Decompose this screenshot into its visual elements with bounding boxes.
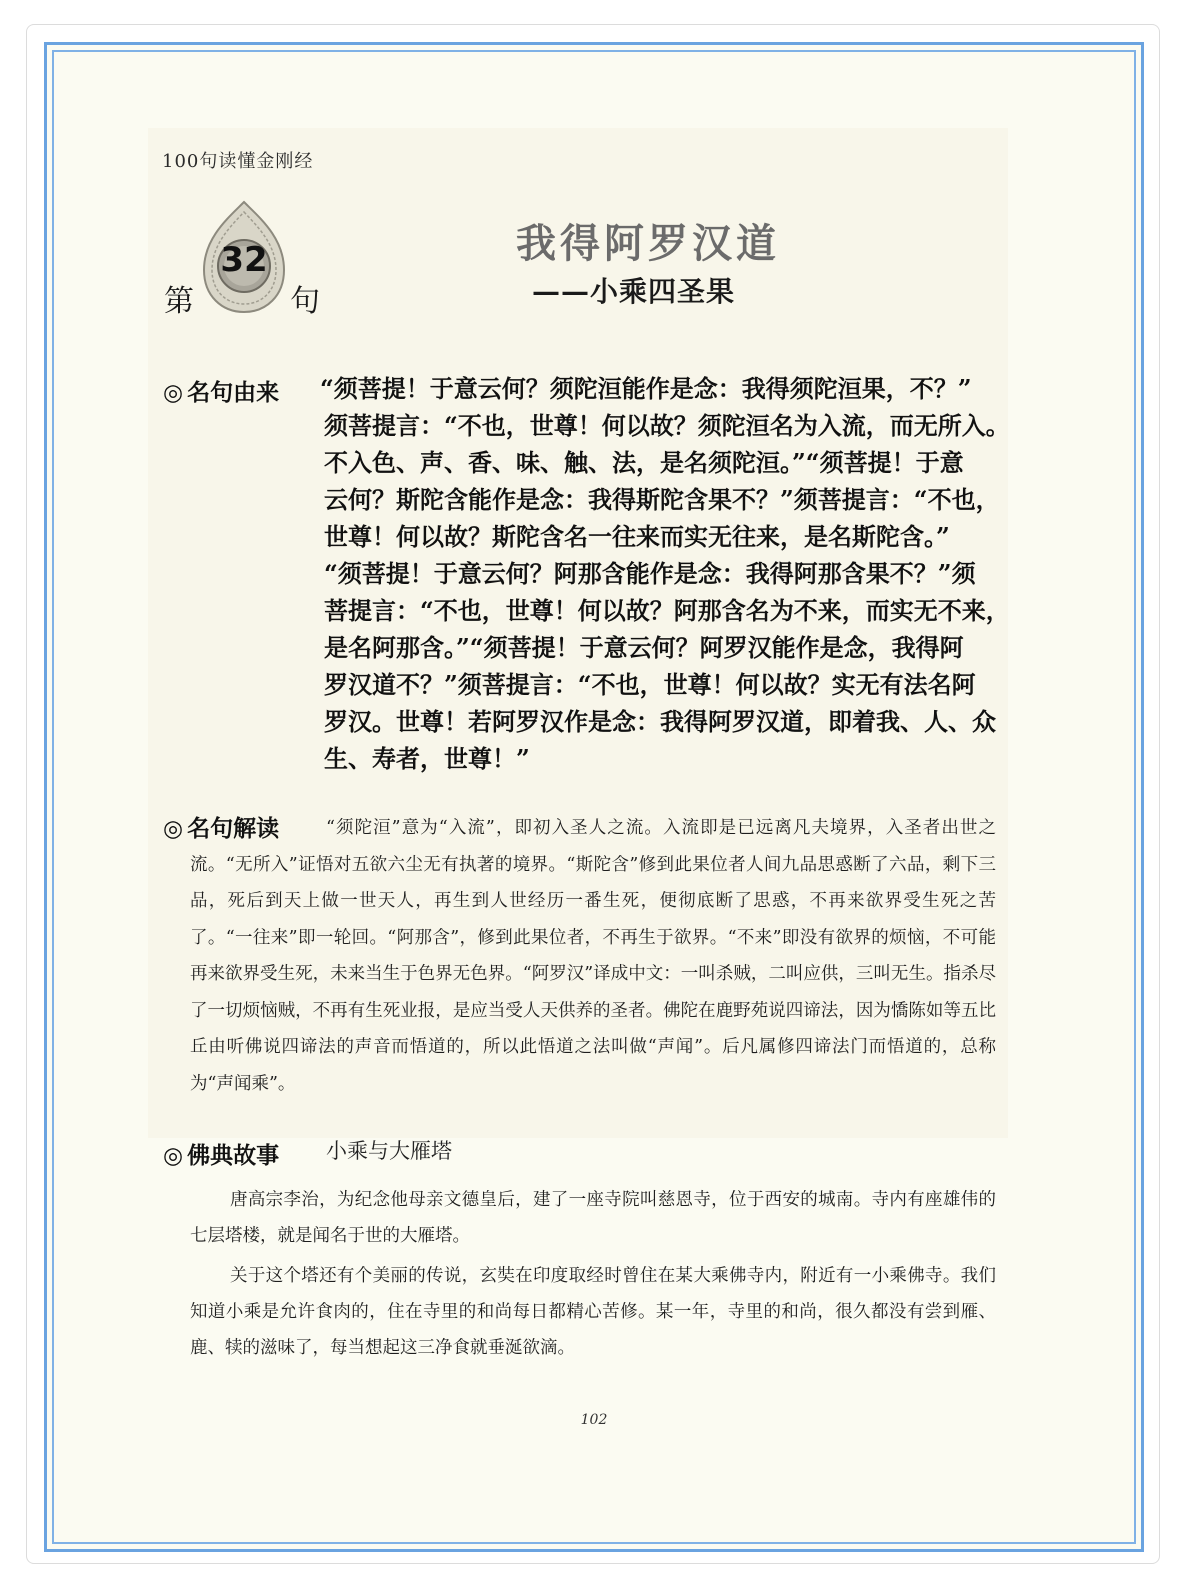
section-origin-title: 名句由来 (187, 380, 280, 406)
quote-line: 菩提言：“不也，世尊！何以故？阿那含名为不来，而实无不来， (324, 596, 1010, 625)
chapter-prefix: 第 (164, 284, 194, 319)
chapter-suffix: 句 (290, 284, 320, 319)
running-head: 100句读懂金刚经 (162, 151, 314, 172)
interpretation-text: “须陀洹”意为“入流”，即初入圣人之流。入流即是已远离凡夫境界，入圣者出世之流。“无所入”证悟对五欲六尘无有执著的境界。“斯陀含”修到此果位者人间九品思惑断了六品，剩下三品，死后到天上做一世天人，再生到人世经历一番生死，便彻底断了思惑，不再来欲界受生死之苦了。“一往来”即一轮回。“阿那含”，修到此果位者，不再生于欲界。“不来”即没有欲界的烦恼，不可能再来欲界受生死，未来当生于色界无色界。“阿罗汉”译成中文：一叫杀贼，二叫应供，三叫无生。指杀尽了一切烦恼贼，不再有生死业报，是应当受人天供养的圣者。佛陀在鹿野苑说四谛法，因为憍陈如等五比丘由听佛说四谛法的声音而悟道的，所以此悟道之法叫做“声闻”。后凡属修四谛法门而悟道的，总称为“声闻乘”。 (190, 818, 996, 1094)
section-interp-title: 名句解读 (187, 816, 280, 842)
story-subheading: 小乘与大雁塔 (326, 1139, 452, 1163)
page-title: 我得阿罗汉道 (516, 221, 780, 267)
story-paragraph: 关于这个塔还有个美丽的传说，玄奘在印度取经时曾住在某大乘佛寺内，附近有一小乘佛寺。我们知道小乘是允许食肉的，住在寺里的和尚每日都精心苦修。某一年，寺里的和尚，很久都没有尝到雁、鹿、犊的滋味了，每当想起这三净食就垂涎欲滴。 (190, 1266, 996, 1358)
page-number: 102 (580, 1412, 608, 1428)
quote-line: 不入色、声、香、味、触、法，是名须陀洹。”“须菩提！于意 (324, 448, 964, 477)
section-story-title: 佛典故事 (187, 1143, 280, 1169)
chapter-number: 32 (220, 240, 268, 280)
quote-line: 是名阿那含。”“须菩提！于意云何？阿罗汉能作是念，我得阿 (324, 633, 964, 662)
chapter-badge (200, 198, 288, 316)
quote-line: “须菩提！于意云何？须陀洹能作是念：我得须陀洹果，不？” (320, 374, 972, 403)
section-origin-heading (163, 374, 279, 407)
quote-line: 罗汉道不？”须菩提言：“不也，世尊！何以故？实无有法名阿 (324, 670, 976, 699)
quote-line: 罗汉。世尊！若阿罗汉作是念：我得阿罗汉道，即着我、人、众 (324, 707, 996, 736)
page-subtitle: ——小乘四圣果 (532, 275, 736, 308)
quote-line: 云何？斯陀含能作是念：我得斯陀含果不？”须菩提言：“不也， (324, 485, 1000, 514)
quote-line: 世尊！何以故？斯陀含名一往来而实无往来，是名斯陀含。” (324, 522, 950, 551)
circle-mark-icon: ◎ (163, 816, 184, 842)
story-text (190, 1182, 996, 1370)
quote-line: “须菩提！于意云何？阿那含能作是念：我得阿那含果不？”须 (324, 559, 976, 588)
circle-mark-icon: ◎ (163, 1143, 184, 1169)
sutra-quote (320, 370, 1010, 777)
section-story-heading (163, 1137, 279, 1170)
quote-line: 须菩提言：“不也，世尊！何以故？须陀洹名为入流，而无所入。 (324, 411, 1010, 440)
story-paragraph: 唐高宗李治，为纪念他母亲文德皇后，建了一座寺院叫慈恩寺，位于西安的城南。寺内有座雄伟的七层塔楼，就是闻名于世的大雁塔。 (190, 1190, 996, 1246)
circle-mark-icon: ◎ (163, 380, 184, 406)
quote-line: 生、寿者，世尊！” (324, 744, 530, 773)
